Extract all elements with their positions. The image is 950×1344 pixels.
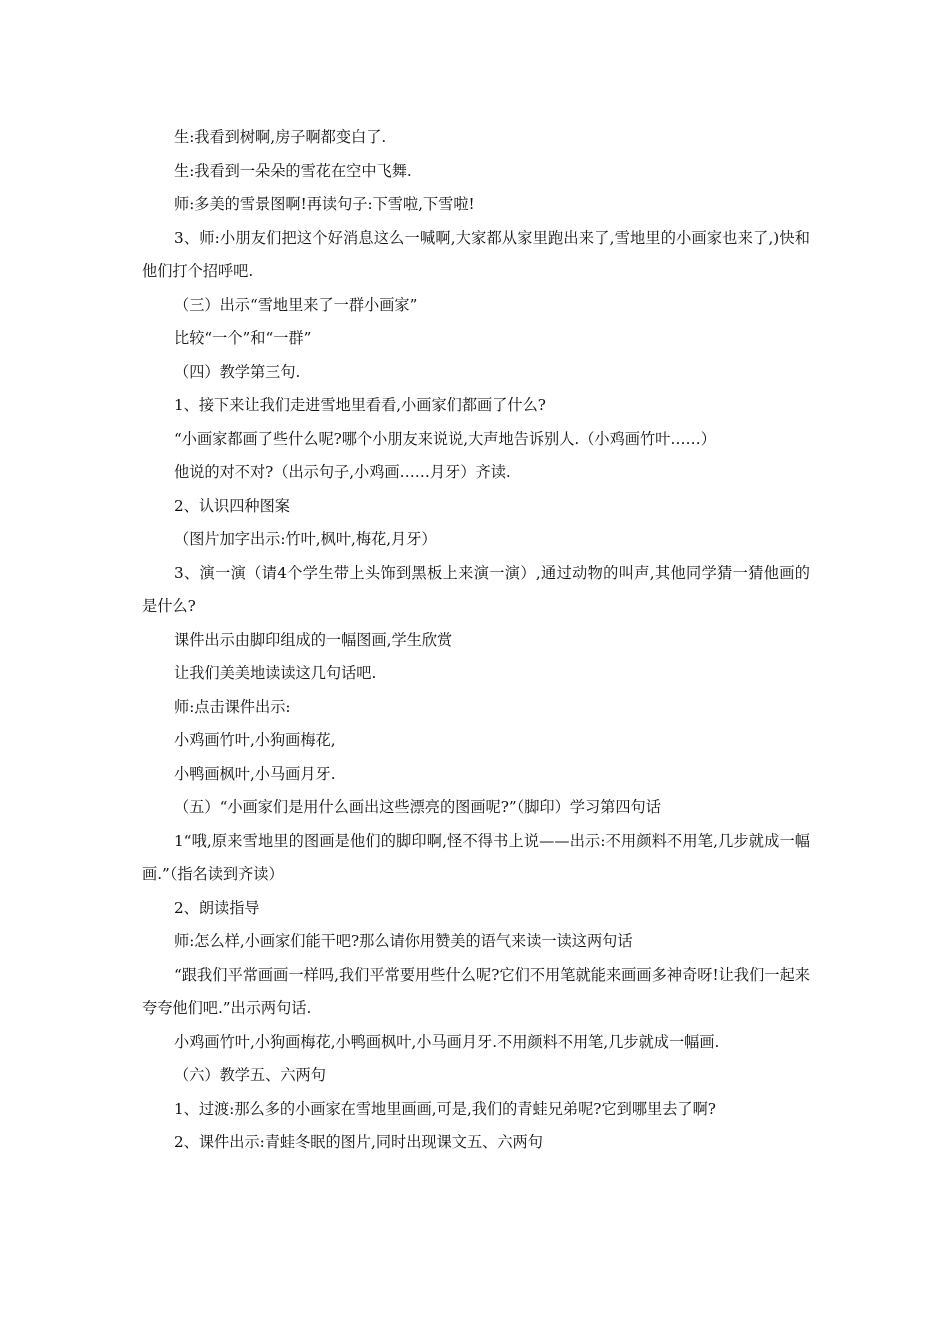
paragraph: 让我们美美地读读这几句话吧. [174,664,377,682]
paragraph: 小鸭画枫叶,小马画月牙. [174,764,336,783]
paragraph: 2、认识四种图案 [174,496,290,515]
paragraph: 师:怎么样,小画家们能干吧?那么请你用赞美的语气来读一读这两句话 [174,932,633,950]
paragraph: 小鸡画竹叶,小狗画梅花, [174,731,336,749]
paragraph: （图片加字出示:竹叶,枫叶,梅花,月牙） [174,530,437,548]
paragraph: 1“哦,原来雪地里的图画是他们的脚印啊,怪不得书上说——出示:不用颜料不用笔,几步就成一幅画.”（指名读到齐读） [142,831,810,883]
paragraph: 生:我看到一朵朵的雪花在空中飞舞. [174,161,412,180]
paragraph: 课件出示由脚印组成的一幅图画,学生欣赏 [174,630,453,649]
paragraph: “小画家都画了些什么呢?哪个小朋友来说说,大声地告诉别人.（小鸡画竹叶……） [174,429,716,448]
paragraph: 他说的对不对?（出示句子,小鸡画……月牙）齐读. [174,463,511,481]
paragraph: 3、师:小朋友们把这个好消息这么一喊啊,大家都从家里跑出来了,雪地里的小画家也来了,)快和他们打个招呼吧. [142,228,810,280]
document-body [142,121,810,1160]
paragraph: 1、过渡:那么多的小画家在雪地里画画,可是,我们的青蛙兄弟呢?它到哪里去了啊? [174,1099,716,1118]
section-heading: （三）出示“雪地里来了一群小画家” [174,295,418,314]
paragraph: 生:我看到树啊,房子啊都变白了. [174,128,387,146]
paragraph: 2、课件出示:青蛙冬眠的图片,同时出现课文五、六两句 [174,1133,543,1151]
section-heading: （六）教学五、六两句 [174,1066,326,1084]
paragraph: 师:多美的雪景图啊!再读句子:下雪啦,下雪啦! [174,195,475,213]
paragraph: 1、接下来让我们走进雪地里看看,小画家们都画了什么? [174,396,546,414]
section-heading: （五）“小画家们是用什么画出这些漂亮的图画呢?”（脚印）学习第四句话 [174,798,661,816]
paragraph: 小鸡画竹叶,小狗画梅花,小鸭画枫叶,小马画月牙.不用颜料不用笔,几步就成一幅画. [174,1032,720,1051]
paragraph: 师:点击课件出示: [174,697,291,716]
paragraph: 3、演一演（请4个学生带上头饰到黑板上来演一演）,通过动物的叫声,其他同学猜一猜他画的是什么? [142,563,810,615]
paragraph: “跟我们平常画画一样吗,我们平常要用些什么呢?它们不用笔就能来画画多神奇呀!让我们一起来夸夸他们吧.”出示两句话. [142,965,810,1017]
paragraph: 2、朗读指导 [174,898,260,917]
paragraph: 比较“一个”和“一群” [174,329,312,347]
section-heading: （四）教学第三句. [174,362,301,381]
